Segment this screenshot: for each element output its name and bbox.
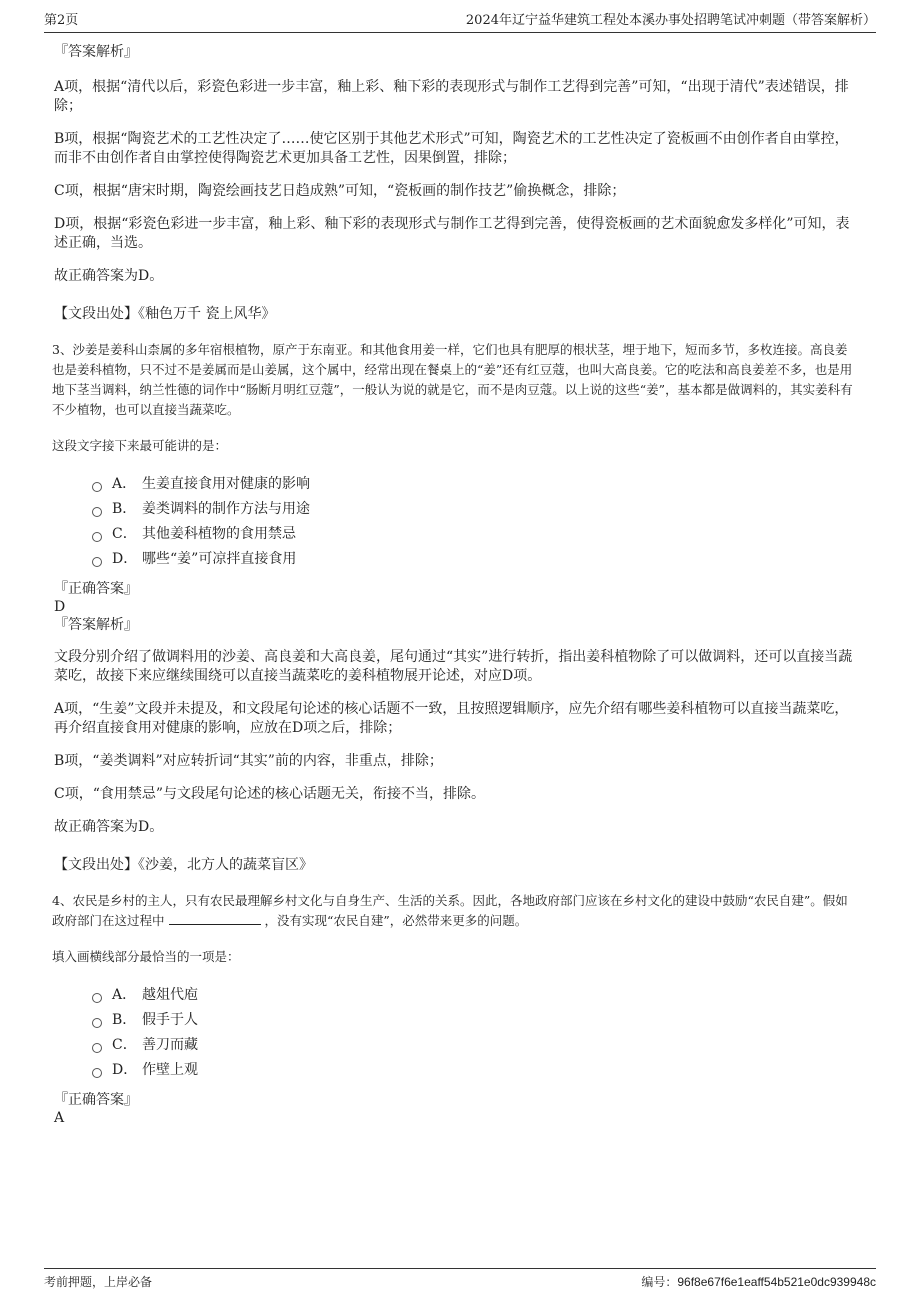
radio-icon[interactable] [92, 1043, 102, 1053]
q3-analysis-conclusion: 故正确答案为D。 [54, 819, 164, 835]
q3-option-c[interactable]: C． 其他姜科植物的食用禁忌 [92, 522, 868, 547]
document-title: 2024年辽宁益华建筑工程处本溪办事处招聘笔试冲刺题（带答案解析） [465, 13, 876, 28]
prev-source: 【文段出处】《釉色万千 瓷上风华》 [54, 306, 276, 322]
q4-answer: A [54, 1110, 65, 1126]
prev-analysis-conclusion: 故正确答案为D。 [54, 268, 164, 284]
q3-option-d[interactable]: D． 哪些“姜”可凉拌直接食用 [92, 547, 868, 572]
footer-code: 编号：96f8e67f6e1eaff54b521e0dc939948c [641, 1275, 876, 1289]
q3-answer-label: 『正确答案』 [54, 581, 138, 597]
q3-answer: D [54, 599, 66, 615]
page-footer [44, 1268, 876, 1291]
q3-source: 【文段出处】《沙姜，北方人的蔬菜盲区》 [54, 857, 313, 873]
q3-options [92, 472, 868, 572]
q3-option-a[interactable]: A． 生姜直接食用对健康的影响 [92, 472, 868, 497]
q4-option-a[interactable]: A． 越俎代庖 [92, 983, 868, 1008]
footer-note: 考前押题，上岸必备 [44, 1275, 153, 1289]
radio-icon[interactable] [92, 557, 102, 567]
page-number: 第2页 [44, 13, 79, 28]
prev-analysis-c: C项，根据“唐宋时期，陶瓷绘画技艺日趋成熟”可知，“瓷板画的制作技艺”偷换概念，排除； [54, 183, 626, 199]
prev-analysis-label: 『答案解析』 [54, 44, 138, 60]
radio-icon[interactable] [92, 482, 102, 492]
prev-analysis-a: A项，根据“清代以后，彩瓷色彩进一步丰富，釉上彩、釉下彩的表现形式与制作工艺得到完善”可知，“出现于清代”表述错误，排除； [54, 79, 849, 114]
q3-analysis-c: C项，“食用禁忌”与文段尾句论述的核心话题无关，衔接不当，排除。 [54, 786, 486, 802]
q3-prompt: 这段文字接下来最可能讲的是： [52, 438, 228, 453]
q4-answer-label: 『正确答案』 [54, 1092, 138, 1108]
radio-icon[interactable] [92, 993, 102, 1003]
q4-option-b[interactable]: B． 假手于人 [92, 1008, 868, 1033]
prev-analysis-d: D项，根据“彩瓷色彩进一步丰富，釉上彩、釉下彩的表现形式与制作工艺得到完善，使得瓷板画的艺术面貌愈发多样化”可知，表述正确，当选。 [54, 216, 850, 251]
q4-options [92, 983, 868, 1083]
q4-option-c[interactable]: C． 善刀而藏 [92, 1033, 868, 1058]
radio-icon[interactable] [92, 1018, 102, 1028]
q3-analysis-a: A项，“生姜”文段并未提及，和文段尾句论述的核心话题不一致，且按照逻辑顺序，应先介绍有哪些姜科植物可以直接当蔬菜吃，再介绍直接食用对健康的影响，应放在D项之后，排除； [54, 701, 849, 736]
q4-prompt: 填入画横线部分最恰当的一项是： [52, 949, 240, 964]
q4-option-d[interactable]: D． 作壁上观 [92, 1058, 868, 1083]
prev-analysis-b: B项，根据“陶瓷艺术的工艺性决定了……使它区别于其他艺术形式”可知，陶瓷艺术的工艺性决定了瓷板画不由创作者自由掌控，而非不由创作者自由掌控使得陶瓷艺术更加具备工艺性，因果倒置，排除； [54, 131, 849, 166]
radio-icon[interactable] [92, 507, 102, 517]
q4-blank [169, 912, 261, 925]
q3-analysis-main: 文段分别介绍了做调料用的沙姜、高良姜和大高良姜，尾句通过“其实”进行转折，指出姜科植物除了可以做调料，还可以直接当蔬菜吃，故接下来应继续围绕可以直接当蔬菜吃的姜科植物展开论述，对应D项。 [54, 649, 853, 684]
q3-text: 3、沙姜是姜科山柰属的多年宿根植物，原产于东南亚。和其他食用姜一样，它们也具有肥厚的根状茎，埋于地下，短而多节，多枚连接。高良姜也是姜科植物，只不过不是姜属而是山姜属，这个属中，经常出现在餐桌上的“姜”还有红豆蔻，也叫大高良姜。它的吃法和高良姜差不多，也是用地下茎当调料，纳兰性德的词作中“肠断月明红豆蔻”，一般认为说的就是它，而不是肉豆蔻。以上说的这些“姜”，基本都是做调料的，其实姜科有不少植物，也可以直接当蔬菜吃。 [52, 342, 853, 417]
q3-analysis-b: B项，“姜类调料”对应转折词“其实”前的内容，非重点，排除； [54, 753, 443, 769]
page-content [54, 42, 868, 1127]
q3-analysis-label: 『答案解析』 [54, 617, 138, 633]
radio-icon[interactable] [92, 1068, 102, 1078]
radio-icon[interactable] [92, 532, 102, 542]
q3-option-b[interactable]: B． 姜类调料的制作方法与用途 [92, 497, 868, 522]
q4-text: 4、农民是乡村的主人，只有农民最理解乡村文化与自身生产、生活的关系。因此，各地政府部门应该在乡村文化的建设中鼓励“农民自建”。假如政府部门在这过程中 ，没有实现“农民自建”，必然带来更多的问题。 [52, 893, 848, 928]
page-header [44, 10, 876, 33]
